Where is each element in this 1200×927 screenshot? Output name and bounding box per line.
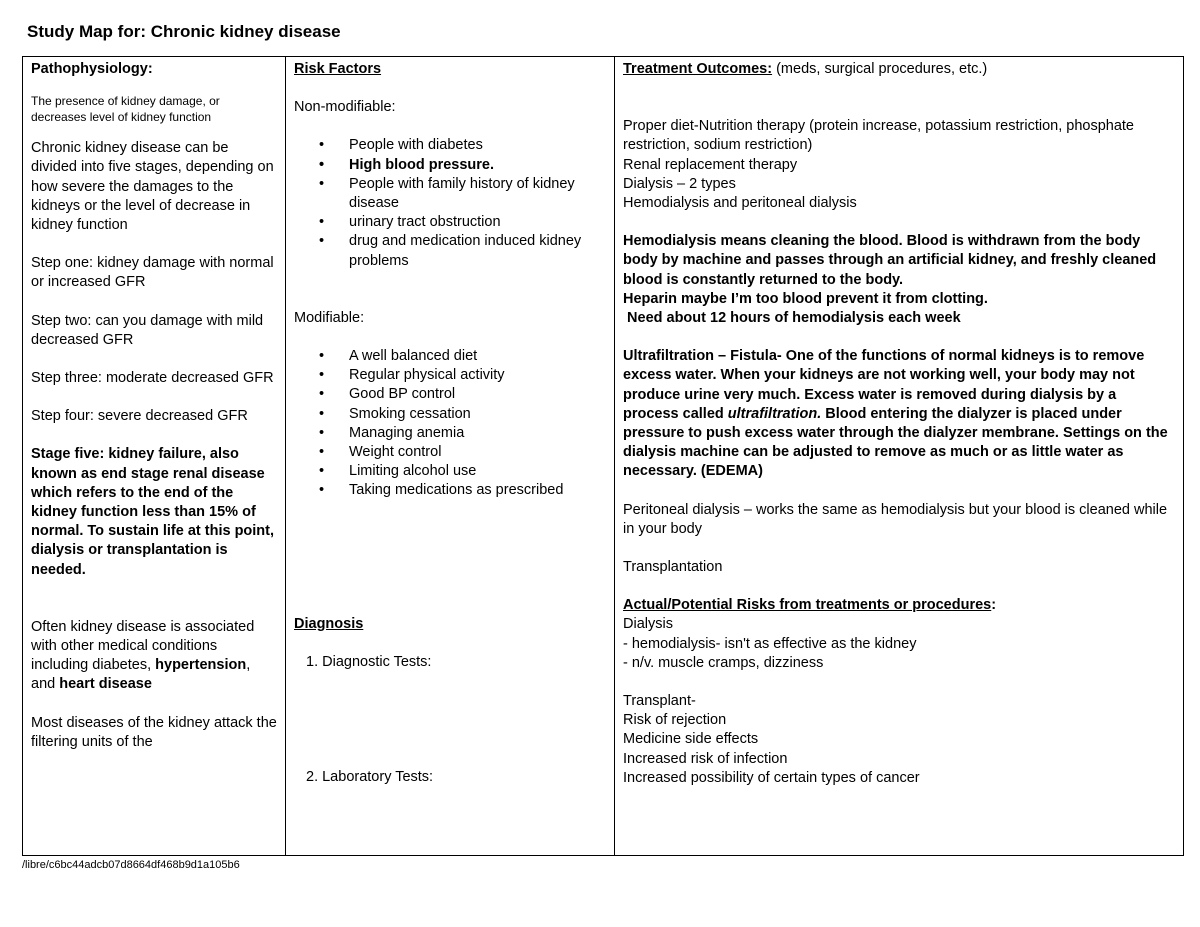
list-item: • Weight control	[349, 443, 606, 462]
list-item: • urinary tract obstruction	[349, 213, 606, 232]
transplantation-text: Transplantation	[623, 559, 723, 576]
peritoneal-text: Peritoneal dialysis – works the same as hemodialysis but your blood is cleaned while in your body	[623, 501, 1168, 537]
pathophysiology-column	[23, 57, 286, 855]
risk-line: - hemodialysis- isn't as effective as the kidney	[623, 635, 917, 652]
risk-line: Increased risk of infection	[623, 750, 788, 767]
document-id-footer: /libre/c6bc44adcb07d8664df468b9d1a105b6	[22, 859, 240, 871]
treatment-line: Renal replacement therapy	[623, 156, 798, 173]
list-item: • Regular physical activity	[349, 366, 606, 385]
hemodialysis-text: Hemodialysis means cleaning the blood. Blood is withdrawn from the body body by machine and passes through an artificial kidney, and freshly cleaned blood is constantly returned to the body.	[623, 233, 1157, 288]
risk-factors-heading: Risk Factors	[294, 61, 382, 77]
treatment-line: Hemodialysis and peritoneal dialysis	[623, 195, 857, 212]
step-three: Step three: moderate decreased GFR	[31, 370, 274, 387]
diagnosis-heading: Diagnosis	[294, 615, 364, 632]
risk-line: Increased possibility of certain types of cancer	[623, 769, 920, 786]
list-item: • drug and medication induced kidney problems	[349, 232, 606, 270]
hemodialysis-hours: Need about 12 hours of hemodialysis each week	[623, 310, 961, 327]
risk-line: Medicine side effects	[623, 731, 759, 748]
treatment-heading-note: (meds, surgical procedures, etc.)	[772, 61, 988, 77]
step-two: Step two: can you damage with mild decreased GFR	[31, 312, 264, 348]
heparin-text: Heparin maybe I’m too blood prevent it from clotting.	[623, 290, 988, 307]
modifiable-label: Modifiable:	[294, 309, 365, 326]
definition-text: The presence of kidney damage, or decreases level of kidney function	[31, 94, 220, 125]
list-item: • People with family history of kidney disease	[349, 175, 606, 213]
non-modifiable-label: Non-modifiable:	[294, 99, 396, 116]
diagnostic-tests: 1. Diagnostic Tests:	[306, 653, 432, 670]
risk-line: Transplant-	[623, 693, 696, 710]
laboratory-tests: 2. Laboratory Tests:	[306, 769, 434, 786]
risk-line: - n/v. muscle cramps, dizziness	[623, 654, 824, 671]
list-item: • People with diabetes	[349, 136, 606, 155]
assoc-text-c: , and	[31, 657, 251, 693]
list-item: • Good BP control	[349, 385, 606, 404]
assoc-heart-disease: heart disease	[59, 676, 152, 693]
risks-colon: :	[991, 597, 997, 614]
page-title: Study Map for: Chronic kidney disease	[27, 22, 341, 41]
risk-factors-column	[286, 57, 615, 855]
treatment-outcomes-column	[615, 57, 1183, 855]
list-item: • Managing anemia	[349, 424, 606, 443]
ultrafiltration-text	[623, 347, 1175, 481]
risks-heading: Actual/Potential Risks from treatments or procedures	[623, 597, 992, 614]
treatment-line: Proper diet-Nutrition therapy (protein increase, potassium restriction, phosphate restriction, sodium restriction)	[623, 118, 1134, 154]
treatment-outcomes-heading: Treatment Outcomes:	[623, 61, 773, 77]
assoc-hypertension: hypertension	[155, 657, 247, 674]
filtering-units-text: Most diseases of the kidney attack the filtering units of the	[31, 714, 277, 750]
stages-intro: Chronic kidney disease can be divided into five stages, depending on how severe the damages to the kidneys or the level of decrease in kidney function	[31, 140, 274, 234]
list-item: • Taking medications as prescribed	[349, 481, 606, 500]
list-item: • Limiting alcohol use	[349, 462, 606, 481]
stage-five: Stage five: kidney failure, also known as end stage renal disease which refers to the end of the kidney function less than 15% of normal. To sustain life at this point, dialysis or transplantation is needed.	[31, 446, 275, 578]
assoc-text-a: Often kidney disease is associated with other medical conditions including diabetes,	[31, 618, 255, 674]
non-modifiable-list	[294, 136, 606, 270]
step-one: Step one: kidney damage with normal or increased GFR	[31, 255, 274, 291]
modifiable-list	[294, 347, 606, 501]
ultra-text-a: Ultrafiltration – Fistula- One of the functions of normal kidneys is to remove excess water. When your kidneys are not working well, your body may not produce urine very much. Excess water is removed during dialysis by a process called	[623, 348, 1145, 422]
risk-line: Risk of rejection	[623, 712, 727, 729]
associated-conditions	[31, 618, 277, 695]
treatment-heading-line	[623, 60, 1175, 79]
risk-line: Dialysis	[623, 616, 673, 633]
step-four: Step four: severe decreased GFR	[31, 408, 248, 425]
risks-heading-line	[623, 596, 1175, 615]
study-map-table	[22, 56, 1184, 856]
list-item: • A well balanced diet	[349, 347, 606, 366]
list-item: • Smoking cessation	[349, 405, 606, 424]
ultra-text-b: Blood entering the dialyzer is placed under pressure to push excess water through the dialyzer membrane. Settings on the dialysis machine can be adjusted to remove as much or as little water as necessary. (EDEMA)	[623, 405, 1168, 480]
treatment-line: Dialysis – 2 types	[623, 175, 736, 192]
pathophysiology-heading: Pathophysiology:	[31, 61, 153, 77]
ultra-term: ultrafiltration.	[727, 405, 822, 422]
list-item: • High blood pressure.	[349, 156, 606, 175]
